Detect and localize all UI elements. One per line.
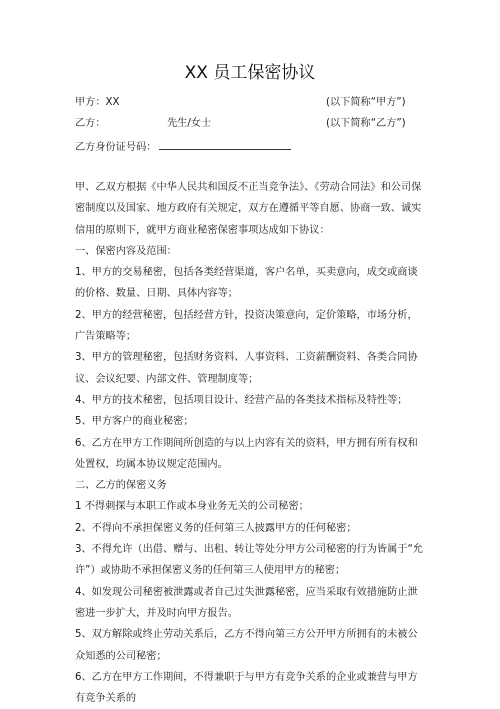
party-a-label: 甲方：XX (75, 97, 120, 108)
party-b-salutation: 先生/女士 (167, 118, 212, 129)
party-a-alias: (以下简称“甲方”) (326, 97, 406, 108)
party-b-label: 乙方： (75, 118, 106, 129)
clause-paragraph: 3、甲方的管理秘密，包括财务资料、人事资料、工资薪酬资料、各类合同协议、会议纪要、内部文件、管理制度等； (75, 352, 418, 385)
clause-paragraph: 6、乙方在甲方工作期间，不得兼职于与甲方有竞争关系的企业或兼营与甲方有竞争关系的 (75, 671, 418, 705)
clause-paragraph: 2、不得向不承担保密义务的任何第三人披露甲方的任何秘密； (75, 522, 357, 534)
clause-paragraph: 6、乙方在甲方工作期间所创造的与以上内容有关的资料，甲方拥有所有权和处置权，均属本协议规定范围内。 (75, 437, 418, 470)
clause-paragraph: 4、如发现公司秘密被泄露或者自己过失泄露秘密，应当采取有效措施防止泄密进一步扩大，并及时向甲方报告。 (75, 586, 418, 619)
clause-paragraph: 1 不得刺探与本职工作或本身业务无关的公司秘密； (75, 501, 309, 513)
section-heading-obligations: 二、乙方的保密义务 (75, 480, 167, 492)
clause-paragraph: 3、不得允许（出借、赠与、出租、转让等处分甲方公司秘密的行为皆属于“允许”）或协助不承担保密义务的任何第三人使用甲方的秘密； (75, 544, 423, 577)
document-title: XX 员工保密协议 (184, 63, 316, 83)
clause-paragraph: 4、甲方的技术秘密，包括项目设计、经营产品的各类技术指标及特性等； (75, 394, 408, 406)
preamble-paragraph: 甲、乙双方根据《中华人民共和国反不正当竞争法》、《劳动合同法》和公司保密制度以及国家、地方政府有关规定，双方在遵循平等自愿、协商一致、诚实信用的原则下，就甲方商业秘密保密事项达成如下协议： (75, 182, 422, 236)
clause-paragraph: 1、甲方的交易秘密，包括各类经营渠道，客户名单，买卖意向，成交或商谈的价格、数量、日期、具体内容等； (75, 267, 418, 300)
agreement-body (75, 177, 427, 709)
clause-paragraph: 5、双方解除或终止劳动关系后，乙方不得向第三方公开甲方所拥有的未被公众知悉的公司秘密； (75, 629, 418, 662)
id-number-row (75, 138, 291, 155)
clause-paragraph: 5、甲方客户的商业秘密； (75, 416, 194, 428)
id-number-label: 乙方身份证号码： (75, 142, 157, 153)
section-heading-scope: 一、保密内容及范围： (75, 245, 177, 257)
id-number-blank-line (159, 138, 291, 150)
party-b-alias: (以下简称“乙方”) (326, 118, 406, 129)
clause-paragraph: 2、甲方的经营秘密，包括经营方针，投资决策意向，定价策略，市场分析，广告策略等； (75, 309, 418, 343)
